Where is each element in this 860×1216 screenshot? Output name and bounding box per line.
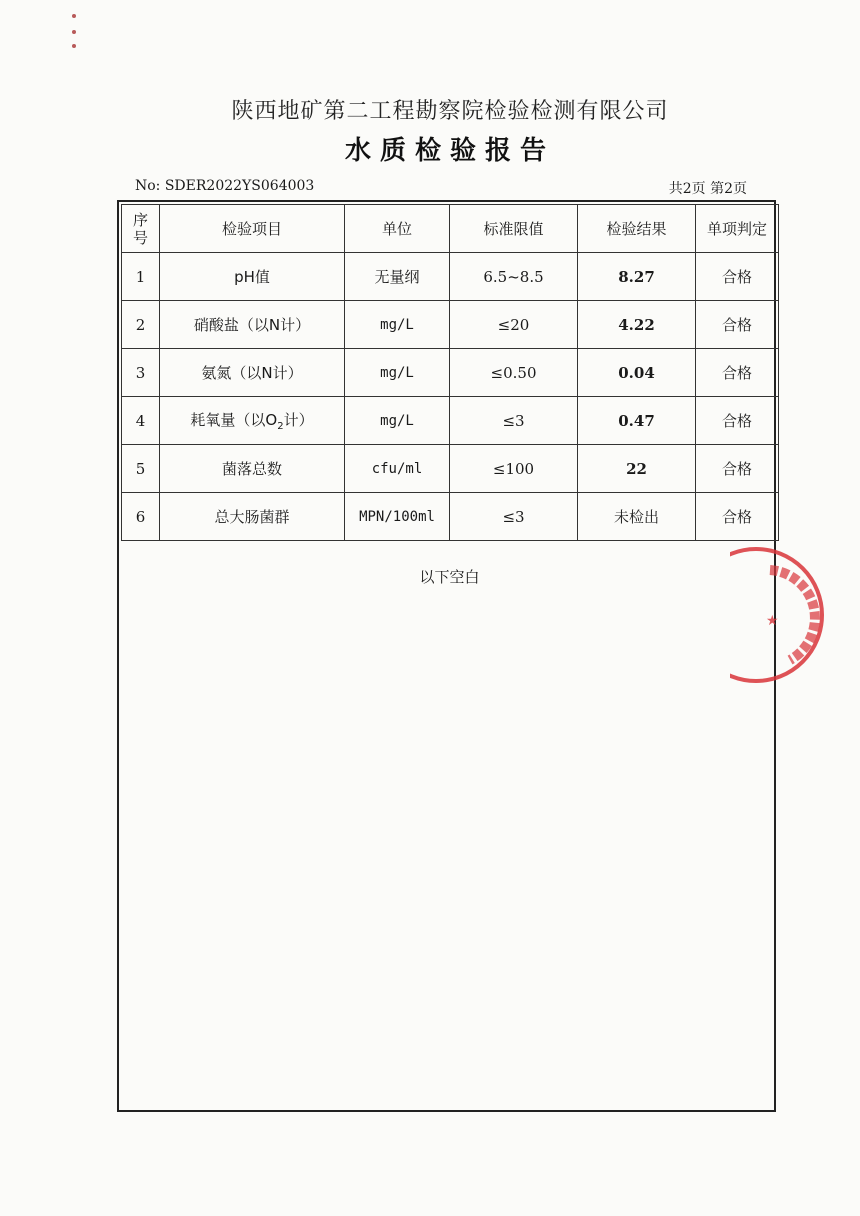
result-cell: 8.27 [578,253,696,301]
column-header-item: 检验项目 [160,205,345,253]
unit-cell: 无量纲 [345,253,450,301]
limit-cell: ≤3 [450,493,578,541]
unit-cell: cfu/ml [345,445,450,493]
svg-text:★: ★ [766,613,779,629]
test-item: 氨氮（以N计） [160,349,345,397]
unit-cell: mg/L [345,397,450,445]
table-header-row [122,205,779,253]
limit-cell: ≤20 [450,301,578,349]
row-number: 6 [122,493,160,541]
unit-cell: mg/L [345,301,450,349]
judgement-cell: 合格 [696,301,779,349]
row-number: 3 [122,349,160,397]
results-table [121,204,779,541]
test-item: 硝酸盐（以N计） [160,301,345,349]
report-number: No: SDER2022YS064003 [135,178,315,194]
test-item: 耗氧量（以$O_2$计） [160,397,345,445]
column-header-unit: 单位 [345,205,450,253]
judgement-cell: 合格 [696,445,779,493]
limit-cell: ≤100 [450,445,578,493]
row-number: 5 [122,445,160,493]
table-row [122,493,779,541]
test-item: 菌落总数 [160,445,345,493]
judgement-cell: 合格 [696,253,779,301]
column-header-result: 检验结果 [578,205,696,253]
limit-cell: 6.5~8.5 [450,253,578,301]
row-number: 2 [122,301,160,349]
judgement-cell: 合格 [696,397,779,445]
result-cell: 4.22 [578,301,696,349]
row-number: 4 [122,397,160,445]
row-number: 1 [122,253,160,301]
result-cell: 0.47 [578,397,696,445]
table-row [122,397,779,445]
result-cell: 0.04 [578,349,696,397]
company-name: 陕西地矿第二工程勘察院检验检测有限公司 [231,99,669,124]
limit-cell: ≤0.50 [450,349,578,397]
table-row [122,301,779,349]
test-item: pH值 [160,253,345,301]
column-header-seq: 序 号 [122,205,160,253]
limit-cell: ≤3 [450,397,578,445]
binding-marks [70,10,80,50]
report-title: 水质检验报告 [344,136,555,166]
blank-below-note: 以下空白 [419,568,480,586]
result-cell: 未检出 [578,493,696,541]
result-cell: 22 [578,445,696,493]
table-row [122,253,779,301]
test-item: 总大肠菌群 [160,493,345,541]
table-row [122,445,779,493]
page-indicator: 共2页 第2页 [668,181,747,197]
column-header-judgement: 单项判定 [696,205,779,253]
column-header-limit: 标准限值 [450,205,578,253]
judgement-cell: 合格 [696,493,779,541]
unit-cell: mg/L [345,349,450,397]
table-row [122,349,779,397]
official-seal [730,530,860,710]
unit-cell: MPN/100ml [345,493,450,541]
judgement-cell: 合格 [696,349,779,397]
